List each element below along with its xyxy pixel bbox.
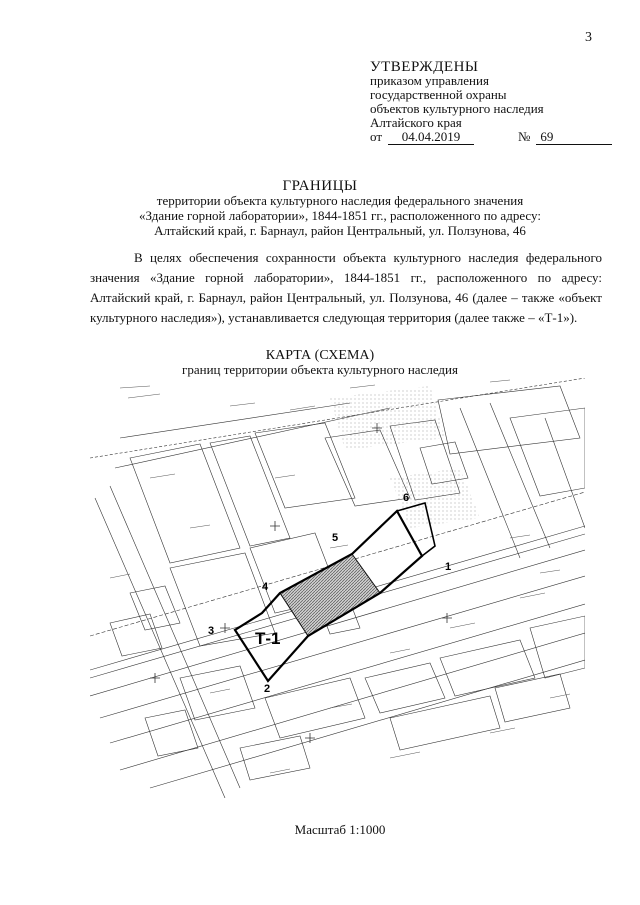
document-subtitle: [40, 193, 640, 238]
approval-line-4: Алтайского края: [370, 115, 462, 130]
page-number: 3: [585, 30, 592, 45]
point-3-label: 3: [208, 625, 215, 637]
subtitle-line-1: территории объекта культурного наследия федерального значения: [156, 193, 524, 208]
approval-number: 69: [536, 130, 612, 145]
body-paragraph-text: В целях обеспечения сохранности объекта культурного наследия федерального значения «Здание горной лаборатории», 1844-1851 гг., расположенного по адресу: Алтайский край, г. Барнаул, район Центральный, ул. Ползунова, 46 (далее – также «объект культурного наследия»), устанавливается следующая территория (далее также – «Т-1»).: [90, 250, 602, 325]
point-5-label: 5: [332, 532, 339, 544]
approval-line-3: объектов культурного наследия: [370, 101, 544, 116]
approval-block: [370, 60, 612, 145]
map-scale: Масштаб 1:1000: [294, 822, 386, 837]
point-1-label: 1: [445, 561, 452, 573]
subtitle-line-2: «Здание горной лаборатории», 1844-1851 гг., расположенного по адресу:: [139, 208, 541, 223]
point-6-label: 6: [403, 492, 410, 504]
point-4-label: 4: [262, 581, 269, 593]
number-prefix: №: [518, 129, 531, 144]
approval-date: 04.04.2019: [388, 130, 474, 145]
map-subtitle: границ территории объекта культурного наследия: [182, 362, 458, 377]
approval-heading: УТВЕРЖДЕНЫ: [370, 59, 479, 75]
map-title: КАРТА (СХЕМА): [265, 348, 375, 363]
approval-line-2: государственной охраны: [370, 87, 507, 102]
point-2-label: 2: [264, 683, 271, 695]
approval-date-line: [370, 130, 612, 145]
document-title: ГРАНИЦЫ: [282, 178, 358, 194]
subtitle-line-3: Алтайский край, г. Барнаул, район Центральный, ул. Ползунова, 46: [154, 223, 526, 238]
body-paragraph: [90, 248, 602, 328]
territory-map: [90, 378, 585, 798]
territory-label: Т-1: [255, 629, 281, 648]
approval-line-1: приказом управления: [370, 73, 489, 88]
date-prefix: от: [370, 129, 383, 144]
